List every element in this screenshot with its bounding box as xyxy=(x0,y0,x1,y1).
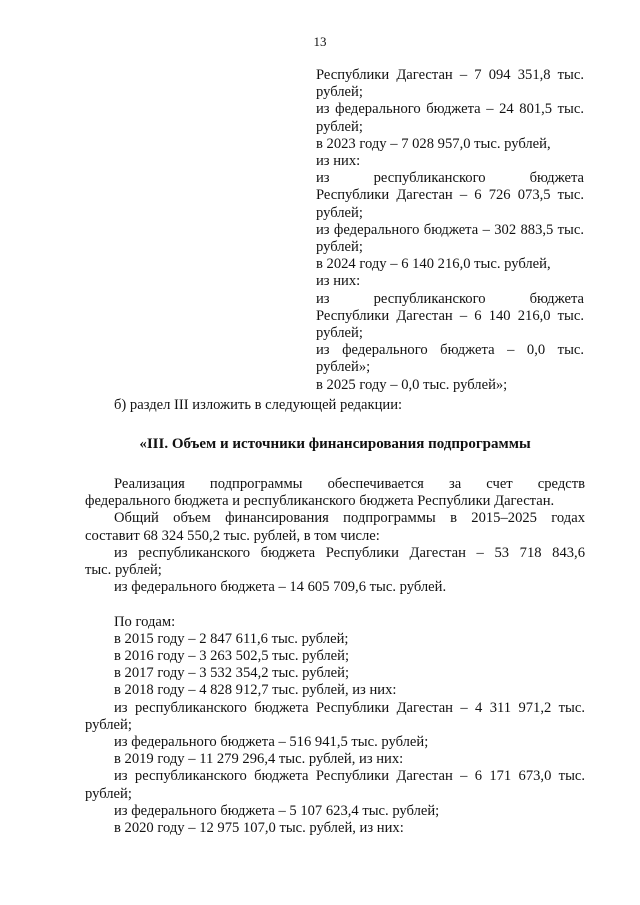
section-body xyxy=(85,476,585,837)
body-line: федерального бюджета и республиканского бюджета Республики Дагестан. xyxy=(85,493,555,510)
column-line: рублей; xyxy=(316,204,363,221)
column-line: рублей; xyxy=(316,118,363,135)
amendment-column xyxy=(316,67,584,394)
section-heading: «III. Объем и источники финансирования подпрограммы xyxy=(139,436,531,452)
column-line: рублей; xyxy=(316,239,363,256)
column-line: из федерального бюджета – 302 883,5 тыс. xyxy=(316,221,584,238)
column-line: из них: xyxy=(316,273,361,290)
body-line: из республиканского бюджета Республики Дагестан – 6 171 673,0 тыс. xyxy=(114,768,585,785)
body-line: рублей; xyxy=(85,785,132,802)
column-line: из республиканского бюджета xyxy=(316,170,584,187)
body-line: из республиканского бюджета Республики Дагестан – 53 718 843,6 xyxy=(114,544,585,561)
column-line: в 2023 году – 7 028 957,0 тыс. рублей, xyxy=(316,135,551,152)
column-line: Республики Дагестан – 6 726 073,5 тыс. xyxy=(316,187,584,204)
blank-line xyxy=(85,596,585,613)
body-line: из республиканского бюджета Республики Дагестан – 4 311 971,2 тыс. xyxy=(114,699,585,716)
body-line: в 2015 году – 2 847 611,6 тыс. рублей; xyxy=(114,630,349,647)
item-b-paragraph xyxy=(85,397,585,414)
body-line: тыс. рублей; xyxy=(85,562,162,579)
column-line: из федерального бюджета – 24 801,5 тыс. xyxy=(316,101,584,118)
item-b-text: б) раздел III изложить в следующей редакции: xyxy=(114,397,403,413)
body-line: составит 68 324 550,2 тыс. рублей, в том числе: xyxy=(85,527,380,544)
body-line: в 2017 году – 3 532 354,2 тыс. рублей; xyxy=(114,665,350,682)
column-line: Республики Дагестан – 6 140 216,0 тыс. xyxy=(316,307,584,324)
body-line: в 2020 году – 12 975 107,0 тыс. рублей, из них: xyxy=(114,820,404,837)
column-line: рублей; xyxy=(316,325,363,342)
body-line: Общий объем финансирования подпрограммы в 2015–2025 годах xyxy=(114,510,585,527)
column-line: из федерального бюджета – 0,0 тыс. xyxy=(316,342,584,359)
body-line: из федерального бюджета – 14 605 709,6 тыс. рублей. xyxy=(114,579,447,596)
body-line: из федерального бюджета – 5 107 623,4 тыс. рублей; xyxy=(114,802,440,819)
page-number: 13 xyxy=(313,34,327,49)
column-line: Республики Дагестан – 7 094 351,8 тыс. xyxy=(316,67,584,83)
body-line: По годам: xyxy=(114,613,176,630)
body-line: рублей; xyxy=(85,716,132,733)
body-line: Реализация подпрограммы обеспечивается за счет средств xyxy=(114,476,585,492)
body-line: в 2016 году – 3 263 502,5 тыс. рублей; xyxy=(114,648,350,665)
column-line: в 2025 году – 0,0 тыс. рублей»; xyxy=(316,376,508,393)
column-line: рублей; xyxy=(316,84,363,101)
column-line: из них: xyxy=(316,153,361,170)
body-line: в 2018 году – 4 828 912,7 тыс. рублей, из них: xyxy=(114,682,397,699)
body-line: из федерального бюджета – 516 941,5 тыс. рублей; xyxy=(114,734,429,751)
column-line: рублей»; xyxy=(316,359,371,376)
column-line: из республиканского бюджета xyxy=(316,290,584,307)
column-line: в 2024 году – 6 140 216,0 тыс. рублей, xyxy=(316,256,551,273)
body-line: в 2019 году – 11 279 296,4 тыс. рублей, из них: xyxy=(114,751,404,768)
